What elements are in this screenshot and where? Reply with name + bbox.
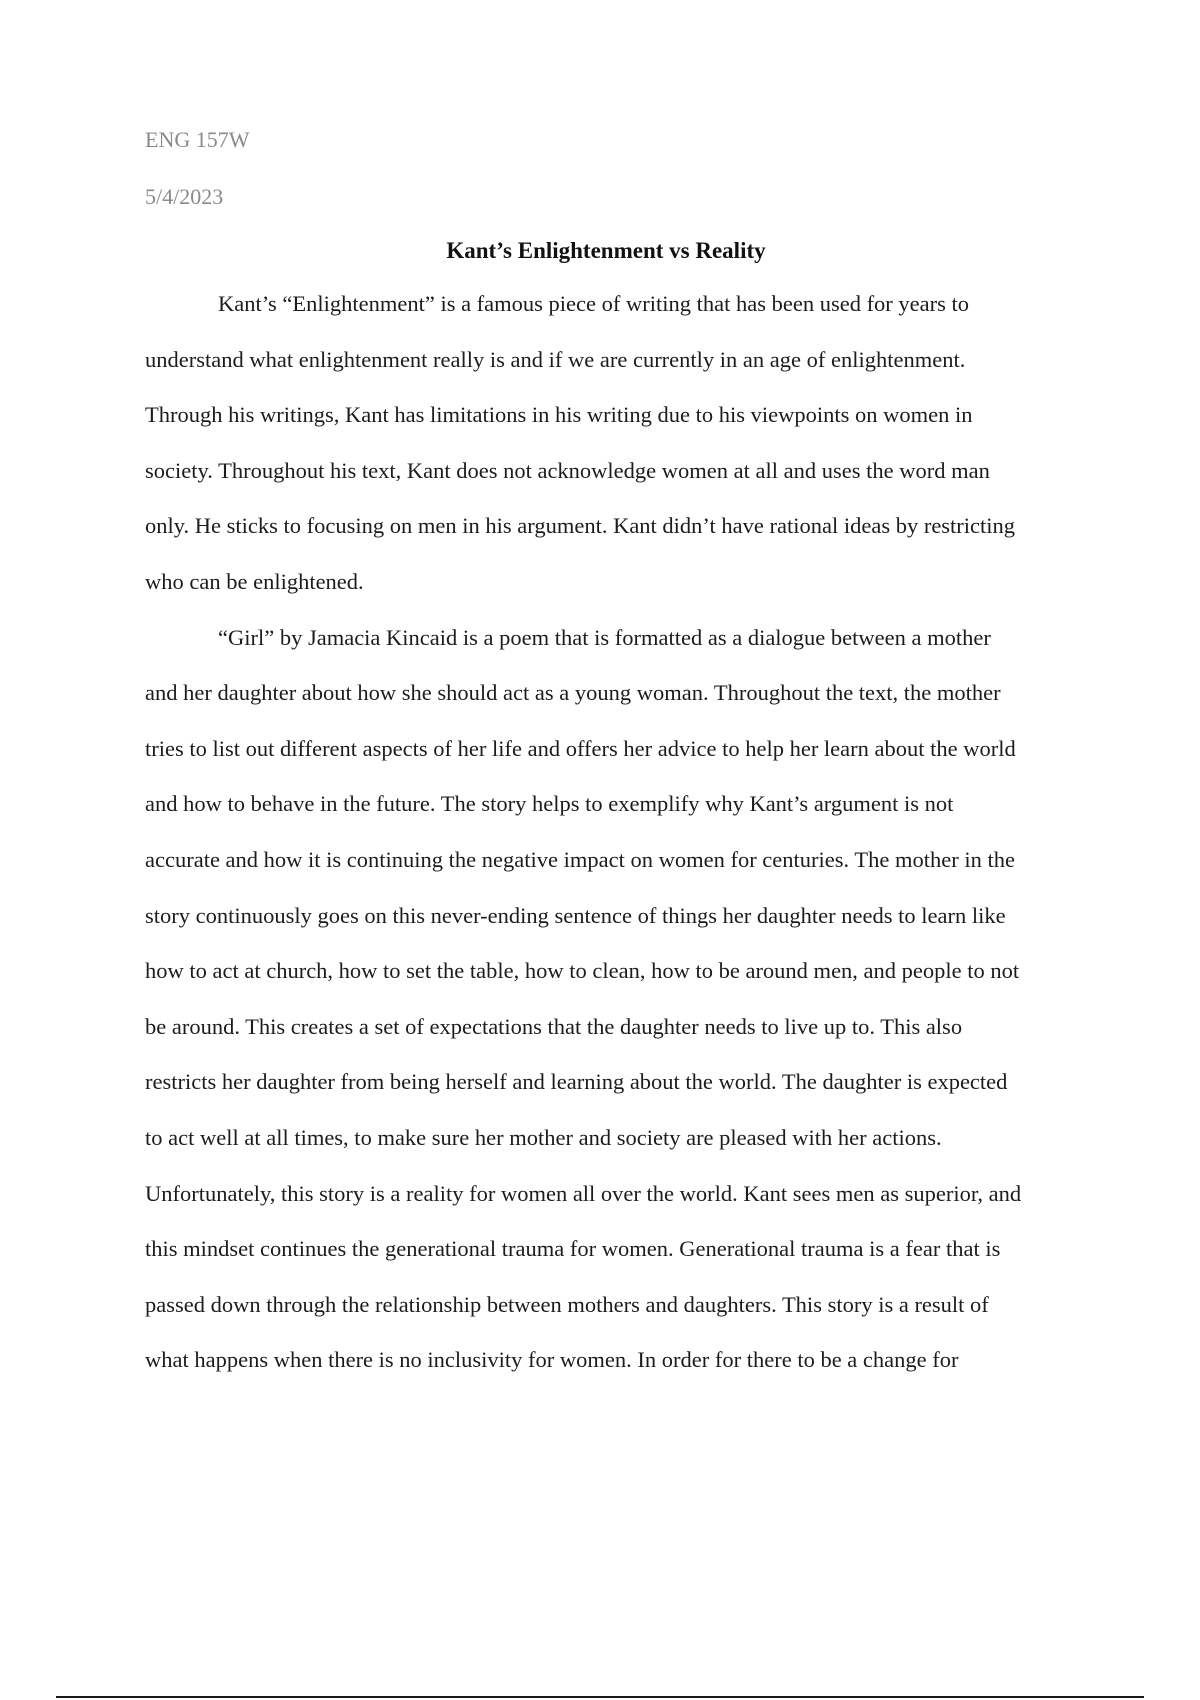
paragraph-1-line-1: Kant’s “Enlightenment” is a famous piece of writing that has been used for years to: [218, 291, 970, 316]
course-label: ENG 157W: [145, 127, 250, 152]
paragraph-1-line-3: Through his writings, Kant has limitations in his writing due to his viewpoints on women in: [145, 402, 973, 427]
paragraph-2-line-13: passed down through the relationship between mothers and daughters. This story is a result of: [145, 1292, 989, 1317]
date-label: 5/4/2023: [145, 184, 224, 209]
paragraph-2-line-4: and how to behave in the future. The story helps to exemplify why Kant’s argument is not: [145, 791, 954, 816]
paragraph-1-line-5: only. He sticks to focusing on men in his argument. Kant didn’t have rational ideas by restricting: [145, 513, 1016, 538]
paragraph-1-line-4: society. Throughout his text, Kant does not acknowledge women at all and uses the word man: [145, 458, 990, 483]
paragraph-1-line-6: who can be enlightened.: [145, 569, 364, 594]
paragraph-2-line-9: restricts her daughter from being herself and learning about the world. The daughter is expected: [145, 1069, 1008, 1094]
essay-title: Kant’s Enlightenment vs Reality: [446, 238, 766, 263]
paragraph-2-line-2: and her daughter about how she should act as a young woman. Throughout the text, the mother: [145, 680, 1001, 705]
paragraph-2-line-7: how to act at church, how to set the table, how to clean, how to be around men, and people to not: [145, 958, 1020, 983]
page-bottom-rule: [56, 1696, 1144, 1698]
paragraph-2-line-1: “Girl” by Jamacia Kincaid is a poem that is formatted as a dialogue between a mother: [218, 625, 991, 650]
paragraph-2-line-12: this mindset continues the generational trauma for women. Generational trauma is a fear that is: [145, 1236, 1001, 1261]
paragraph-2-line-6: story continuously goes on this never-ending sentence of things her daughter needs to learn like: [145, 903, 1006, 928]
paragraph-2-line-3: tries to list out different aspects of her life and offers her advice to help her learn about the world: [145, 736, 1016, 761]
paragraph-2-line-5: accurate and how it is continuing the negative impact on women for centuries. The mother in the: [145, 847, 1015, 872]
paragraph-2-line-8: be around. This creates a set of expectations that the daughter needs to live up to. This also: [145, 1014, 963, 1039]
paragraph-2-line-14: what happens when there is no inclusivity for women. In order for there to be a change for: [145, 1347, 959, 1372]
paragraph-1-line-2: understand what enlightenment really is and if we are currently in an age of enlightenment.: [145, 347, 966, 372]
paragraph-2-line-11: Unfortunately, this story is a reality for women all over the world. Kant sees men as superior, and: [145, 1181, 1022, 1206]
paragraph-2-line-10: to act well at all times, to make sure her mother and society are pleased with her actions.: [145, 1125, 942, 1150]
